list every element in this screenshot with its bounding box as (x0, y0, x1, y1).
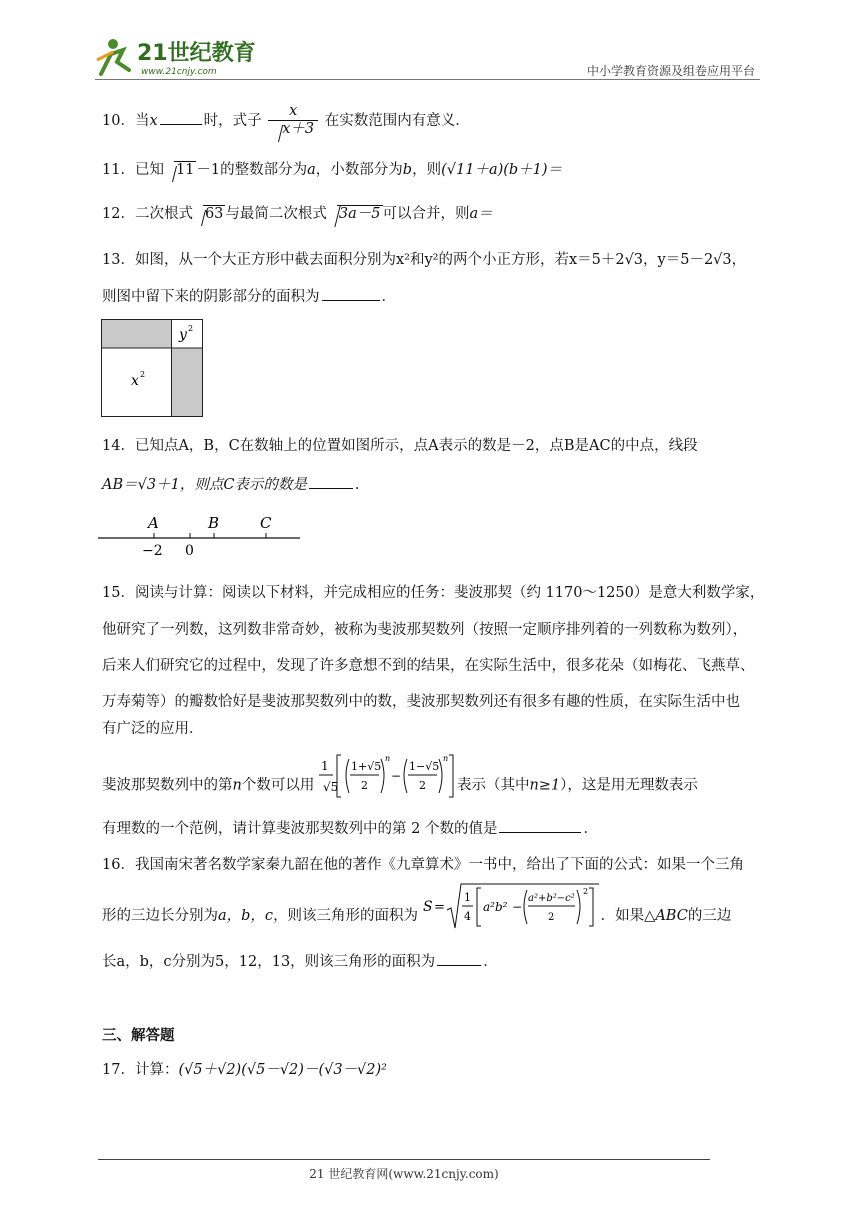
svg-text:1−√5: 1−√5 (408, 760, 440, 773)
footer-rule (98, 1159, 710, 1160)
question-11: 11．已知 11 －1的整数部分为a，小数部分为b，则(√11＋a)(b＋1)＝ (102, 162, 563, 178)
question-12: 12．二次根式 63 与最简二次根式 3a－5 可以合并，则a＝ (102, 202, 493, 223)
svg-text:√5: √5 (322, 780, 339, 794)
tick-neg2: −2 (142, 543, 163, 558)
svg-text:2: 2 (360, 779, 368, 792)
svg-text:1: 1 (320, 759, 329, 773)
svg-text:=: = (433, 900, 445, 915)
svg-text:a²+b²−c²: a²+b²−c² (527, 893, 575, 904)
header-platform-text: 中小学教育资源及组卷应用平台 (586, 64, 755, 78)
svg-text:−: − (511, 900, 522, 914)
svg-text:4: 4 (463, 910, 471, 923)
question-14-line2: AB＝√3＋1，则点C表示的数是 ． (102, 477, 370, 493)
question-16-line3: 长a，b，c分别为5，12，13，则该三角形的面积为 ． (102, 954, 498, 970)
question-15-line5: 有广泛的应用． (102, 721, 204, 737)
question-17: 17．计算：(√5＋√2)(√5－√2)－(√3－√2)² (102, 1062, 387, 1078)
tick-zero: 0 (185, 543, 194, 558)
svg-text:S: S (422, 899, 433, 915)
square-figure (101, 319, 203, 417)
question-15-line1: 15．阅读与计算：阅读以下材料，并完成相应的任务：斐波那契（约 1170～1250）是意大利数学家， (102, 585, 765, 601)
question-14-line1: 14．已知点A，B，C在数轴上的位置如图所示，点A表示的数是－2，点B是AC的中点，线段 (102, 438, 698, 454)
answer-blank-13 (322, 299, 380, 301)
svg-text:2: 2 (418, 779, 426, 792)
q17-expression: (√5＋√2)(√5－√2)－(√3－√2)² (178, 1062, 387, 1078)
answer-blank-16 (437, 964, 481, 966)
question-15-line6: 斐波那契数列中的第n个数可以用 1 √5 1+√5 2 n − 1−√5 2 n 表示（其中n≥1），这是用无理数表示 (102, 753, 698, 818)
svg-text:n: n (384, 754, 391, 763)
footer-text: 21 世纪教育网(www.21cnjy.com) (309, 1167, 499, 1181)
answer-blank-15 (499, 831, 581, 833)
header-rule (95, 79, 760, 80)
question-13-line1: 13．如图，从一个大正方形中截去面积分别为x²和y²的两个小正方形，若x＝5＋2√3，y＝5－2√3， (102, 252, 747, 268)
point-a-label: A (148, 514, 159, 532)
question-13-line2: 则图中留下来的阴影部分的面积为 ． (102, 289, 396, 305)
question-15-line7: 有理数的一个范例，请计算斐波那契数列中的第 2 个数的值是 ． (102, 821, 598, 837)
svg-text:2: 2 (582, 887, 588, 896)
answer-blank-10 (160, 123, 202, 125)
svg-text:n: n (442, 754, 449, 763)
question-15-line4: 万寿菊等）的瓣数恰好是斐波那契数列中的数，斐波那契数列还有很多有趣的性质，在实际生活中也 (102, 694, 740, 710)
svg-text:2: 2 (547, 912, 555, 923)
question-16-line2: 形的三边长分别为a，b，c，则该三角形的面积为 S = 1 4 a²b² − a²+b²−c² 2 2 ．如果△ABC的三边 (102, 882, 731, 950)
question-10: 10．当x 时，式子 $\frac{x}{x+3}$ 在实数范围内有意义． (102, 103, 470, 137)
point-b-label: B (208, 514, 220, 532)
svg-text:2: 2 (188, 324, 194, 333)
svg-text:1: 1 (463, 891, 471, 904)
question-16-line1: 16．我国南宋著名数学家秦九韶在他的著作《九章算术》一书中，给出了下面的公式：如果一个三角 (102, 857, 744, 873)
svg-text:1+√5: 1+√5 (350, 760, 382, 773)
answer-blank-14 (309, 487, 353, 489)
question-15-line3: 后来人们研究它的过程中，发现了许多意想不到的结果，在实际生活中，很多花朵（如梅花、飞燕草、 (102, 658, 755, 674)
logo-url: www.21cnjy.com (141, 67, 217, 77)
question-15-line2: 他研究了一列数，这列数非常奇妙，被称为斐波那契数列（按照一定顺序排列着的一列数称为数列）， (102, 622, 748, 638)
site-logo (95, 34, 265, 78)
section-heading-3: 三、解答题 (102, 1028, 175, 1044)
svg-text:−: − (390, 769, 402, 783)
label-x-squared: x (131, 373, 139, 389)
logo-text: 21世纪教育 (137, 41, 256, 66)
svg-text:a²b²: a²b² (482, 900, 508, 914)
heron-formula (423, 882, 601, 950)
svg-text:2: 2 (140, 370, 146, 379)
label-y-squared: y (179, 327, 187, 343)
number-line (98, 508, 304, 558)
fibonacci-formula (319, 753, 457, 818)
point-c-label: C (260, 514, 272, 532)
